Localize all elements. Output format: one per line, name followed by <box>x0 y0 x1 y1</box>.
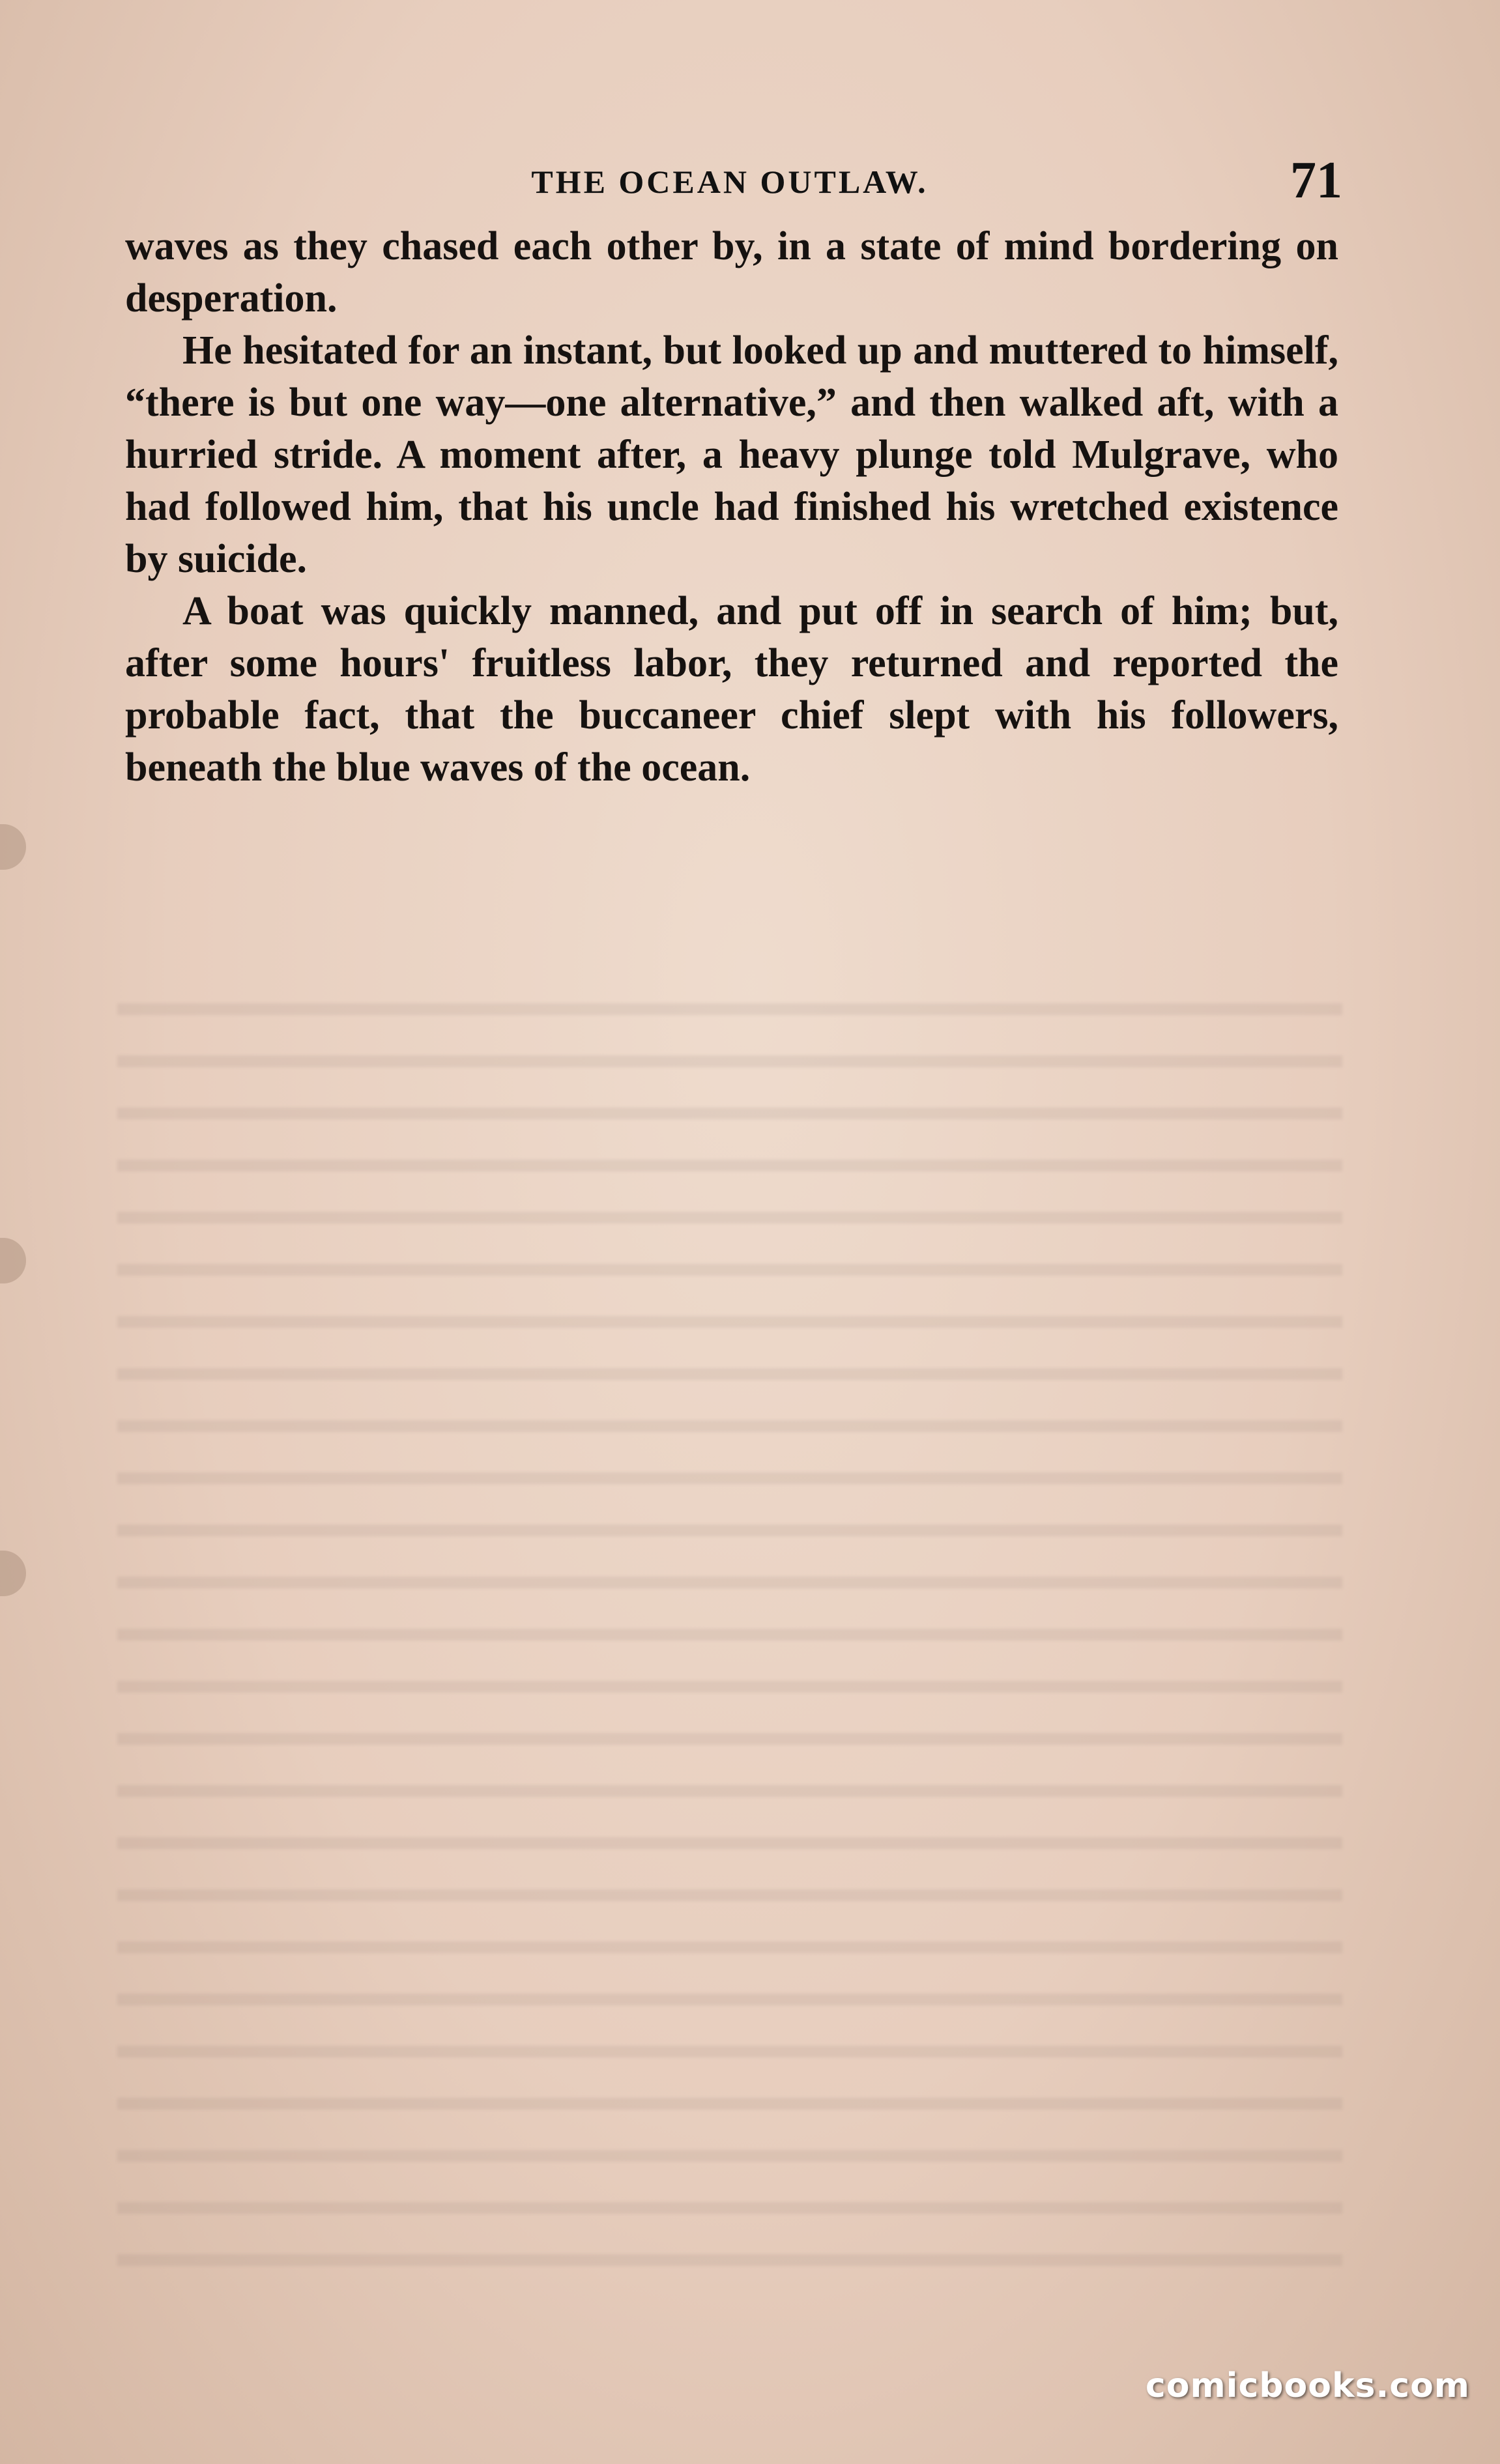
page-header <box>117 152 1342 215</box>
paragraph: A boat was quickly manned, and put off in search of him; but, after some hours' fruitless labor, they returned and reported the probable fact, that the buccaneer chief slept with his followers, beneath the blue waves of the ocean. <box>125 589 1338 790</box>
binding-hole <box>0 1238 26 1283</box>
body-text <box>125 220 1338 794</box>
page-number: 71 <box>1290 152 1342 209</box>
paragraph: He hesitated for an instant, but looked up and muttered to himself, “there is but one way—one alternative,” and then walked aft, with a hurried stride. A moment after, a heavy plunge told Mulgrave, who had followed him, that his uncle had finished his wretched existence by suicide. <box>125 328 1338 581</box>
binding-hole <box>0 1551 26 1596</box>
watermark: comicbooks.com <box>1145 2366 1470 2405</box>
paragraph: waves as they chased each other by, in a state of mind bordering on desperation. <box>125 224 1338 321</box>
bleed-through-texture <box>117 977 1342 2280</box>
running-title: THE OCEAN OUTLAW. <box>531 164 929 200</box>
binding-hole <box>0 824 26 870</box>
